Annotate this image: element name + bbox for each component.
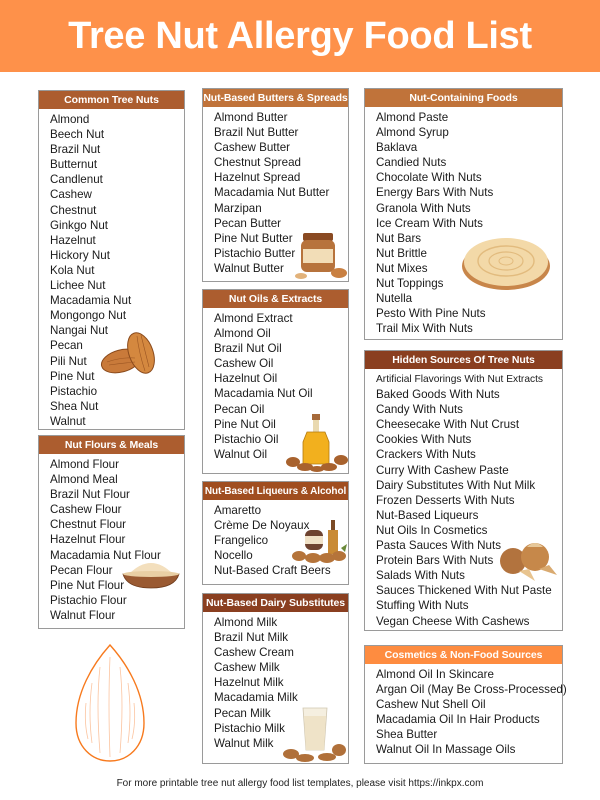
list-item: Pistachio Milk	[214, 721, 285, 735]
list-item: Macadamia Nut	[50, 294, 132, 308]
list-item: Macadamia Nut Oil	[214, 387, 313, 401]
list-item: Walnut Butter	[214, 261, 284, 275]
flour-bowl-illustration	[119, 556, 183, 590]
list-item: Brazil Nut Flour	[50, 488, 130, 502]
list-item: Hickory Nut	[50, 248, 110, 262]
list-item: Sauces Thickened With Nut Paste	[376, 584, 552, 598]
list-item: Pili Nut	[50, 354, 87, 368]
item-list	[39, 454, 184, 627]
list-item: Brazil Nut Milk	[214, 631, 289, 645]
section-cosmetics-non-food	[364, 645, 567, 764]
list-item: Chestnut Spread	[214, 156, 302, 170]
list-item: Nut Mixes	[376, 261, 428, 275]
list-item: Cookies With Nuts	[376, 433, 472, 447]
list-item: Brazil Nut Oil	[214, 342, 282, 356]
title-banner	[0, 0, 600, 72]
list-item: Hazelnut Oil	[214, 372, 278, 386]
list-item: Protein Bars With Nuts	[376, 554, 494, 568]
list-item: Nut Bars	[376, 231, 422, 245]
list-item: Candy With Nuts	[376, 403, 463, 417]
list-item: Pasta Sauces With Nuts	[376, 539, 502, 553]
list-item: Baked Goods With Nuts	[376, 388, 500, 402]
list-item: Macadamia Nut Flour	[50, 548, 161, 562]
list-item: Pine Nut Flour	[50, 578, 125, 592]
list-item: Amaretto	[214, 504, 262, 517]
list-item: Cashew Milk	[214, 661, 280, 675]
list-item: Nut Brittle	[376, 246, 427, 260]
list-item: Energy Bars With Nuts	[376, 186, 494, 200]
list-item: Cashew Butter	[214, 141, 291, 155]
list-item: Ginkgo Nut	[50, 218, 108, 232]
section-common-tree-nuts	[38, 90, 185, 430]
list-item: Hazelnut Spread	[214, 171, 301, 185]
list-item: Almond Meal	[50, 473, 118, 487]
list-item: Almond Paste	[376, 111, 449, 124]
list-item: Nocello	[214, 549, 253, 563]
list-item: Shea Butter	[376, 728, 438, 742]
list-item: Pistachio	[50, 384, 98, 398]
list-item: Walnut	[50, 414, 86, 428]
list-item: Pecan Butter	[214, 216, 282, 230]
list-item: Pecan	[50, 339, 83, 353]
section-header: Nut Flours & Meals	[39, 436, 184, 454]
list-item: Chestnut Flour	[50, 518, 127, 532]
list-item: Kola Nut	[50, 263, 95, 277]
list-item: Almond Milk	[214, 616, 278, 629]
list-item: Almond Flour	[50, 458, 119, 471]
section-nut-flours-meals	[38, 435, 185, 629]
list-item: Beech Nut	[50, 128, 105, 142]
list-item: Macadamia Oil In Hair Products	[376, 713, 540, 727]
list-item: Chocolate With Nuts	[376, 171, 482, 185]
list-item: Pistachio Oil	[214, 432, 279, 446]
list-item: Dairy Substitutes With Nut Milk	[376, 478, 536, 492]
list-item: Pesto With Pine Nuts	[376, 307, 486, 321]
list-item: Nut Oils In Cosmetics	[376, 523, 488, 537]
almond-outline-icon	[72, 643, 148, 763]
list-item: Artificial Flavorings With Nut Extracts	[376, 374, 543, 385]
list-item: Vegan Cheese With Cashews	[376, 614, 530, 628]
list-item: Nangai Nut	[50, 324, 109, 338]
list-item: Nut-Based Craft Beers	[214, 564, 331, 578]
list-item: Brazil Nut	[50, 143, 101, 157]
section-header: Cosmetics & Non-Food Sources	[365, 646, 562, 664]
list-item: Marzipan	[214, 201, 262, 215]
list-item: Walnut Oil	[214, 447, 268, 461]
list-item: Hazelnut Flour	[50, 533, 126, 547]
list-item: Cashew	[50, 188, 92, 202]
almonds-illustration	[99, 331, 161, 379]
list-item: Cashew Cream	[214, 646, 294, 660]
liqueur-bottles-illustration	[291, 520, 347, 564]
list-item: Pine Nut	[50, 369, 95, 383]
list-item: Salads With Nuts	[376, 569, 465, 583]
list-item: Almond Extract	[214, 312, 293, 325]
section-header: Nut-Based Butters & Spreads	[203, 89, 348, 107]
list-item: Candied Nuts	[376, 156, 447, 170]
list-item: Hazelnut Milk	[214, 676, 284, 690]
list-item: Ice Cream With Nuts	[376, 216, 483, 230]
section-header: Nut-Based Liqueurs & Alcohol	[203, 482, 348, 500]
list-item: Pistachio Butter	[214, 246, 296, 260]
list-item: Pine Nut Butter	[214, 231, 293, 245]
list-item: Pecan Oil	[214, 402, 265, 416]
list-item: Almond Oil In Skincare	[376, 668, 494, 681]
list-item: Pecan Milk	[214, 706, 271, 720]
list-item: Hazelnut	[50, 233, 96, 247]
hazelnuts-illustration	[499, 541, 559, 583]
item-list	[39, 109, 184, 433]
section-nut-dairy-substitutes	[202, 593, 349, 764]
list-item: Cashew Oil	[214, 357, 274, 371]
item-list	[365, 369, 562, 633]
list-item: Crème De Noyaux	[214, 519, 310, 533]
list-item: Crackers With Nuts	[376, 448, 476, 462]
milk-glass-illustration	[283, 704, 347, 762]
section-hidden-sources	[364, 350, 563, 631]
list-item: Baklava	[376, 141, 418, 155]
list-item: Candlenut	[50, 173, 103, 187]
list-item: Mongongo Nut	[50, 309, 127, 323]
nut-butter-jar-illustration	[295, 229, 349, 281]
section-header: Nut-Based Dairy Substitutes	[203, 594, 348, 612]
list-item: Walnut Flour	[50, 608, 116, 622]
list-item: Frozen Desserts With Nuts	[376, 493, 515, 507]
section-header: Hidden Sources Of Tree Nuts	[365, 351, 562, 369]
list-item: Walnut Oil In Massage Oils	[376, 743, 516, 757]
item-list	[365, 107, 562, 340]
list-item: Cheesecake With Nut Crust	[376, 418, 520, 432]
list-item: Walnut Milk	[214, 736, 274, 750]
item-list	[365, 664, 567, 762]
list-item: Nut-Based Liqueurs	[376, 508, 479, 522]
list-item: Almond	[50, 113, 90, 126]
section-nut-liqueurs-alcohol	[202, 481, 349, 585]
list-item: Argan Oil (May Be Cross-Processed)	[376, 683, 567, 697]
section-header: Nut Oils & Extracts	[203, 290, 348, 308]
list-item: Curry With Cashew Paste	[376, 463, 509, 477]
list-item: Granola With Nuts	[376, 201, 471, 215]
list-item: Almond Oil	[214, 327, 271, 341]
section-nut-containing-foods	[364, 88, 563, 340]
list-item: Nutella	[376, 292, 413, 306]
list-item: Pine Nut Oil	[214, 417, 276, 431]
list-item: Chestnut	[50, 203, 97, 217]
list-item: Pistachio Flour	[50, 593, 127, 607]
oil-bottle-illustration	[285, 412, 349, 472]
footer-text: For more printable tree nut allergy food list templates, please visit https://inkpx.com	[116, 778, 484, 789]
list-item: Trail Mix With Nuts	[376, 322, 473, 336]
list-item: Macadamia Nut Butter	[214, 186, 330, 200]
section-nut-butters-spreads	[202, 88, 349, 282]
list-item: Almond Butter	[214, 111, 288, 124]
list-item: Nut Toppings	[376, 277, 444, 291]
list-item: Frangelico	[214, 534, 269, 548]
list-item: Almond Syrup	[376, 126, 449, 140]
list-item: Brazil Nut Butter	[214, 126, 299, 140]
section-header: Nut-Containing Foods	[365, 89, 562, 107]
list-item: Lichee Nut	[50, 279, 106, 293]
list-item: Cashew Flour	[50, 503, 122, 517]
list-item: Macadamia Milk	[214, 691, 298, 705]
section-nut-oils-extracts	[202, 289, 349, 474]
list-item: Butternut	[50, 158, 98, 172]
section-header: Common Tree Nuts	[39, 91, 184, 109]
list-item: Cashew Nut Shell Oil	[376, 698, 486, 712]
list-item: Stuffing With Nuts	[376, 599, 469, 613]
page-title: Tree Nut Allergy Food List	[68, 14, 532, 57]
list-item: Shea Nut	[50, 399, 99, 413]
nut-cookie-illustration	[461, 234, 551, 292]
list-item: Pecan Flour	[50, 563, 113, 577]
